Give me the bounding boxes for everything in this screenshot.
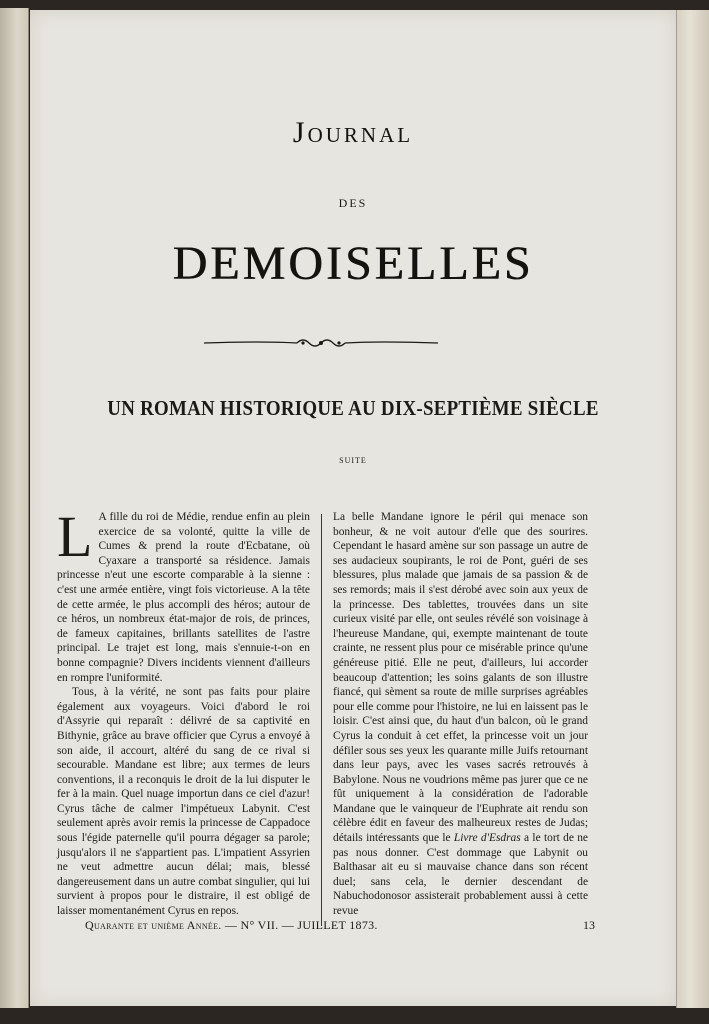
journal-page (30, 10, 676, 1006)
article-headline: UN ROMAN HISTORIQUE AU DIX-SEPTIÈME SIÈCLE (107, 396, 599, 420)
issue-line: Quarante et unième Année. — N° VII. — JUILLET 1873. (85, 918, 378, 932)
page-stack-edge (676, 10, 709, 1008)
ornament-divider (202, 336, 440, 350)
paragraph-text: A fille du roi de Médie, rendue enfin au plein exercice de sa volonté, quitte la ville de Cumes & prend la route d'Ecbatane, où Cyaxare a transporté sa résidence. Jamais princesse n'eut une escorte comparable à la sienne : c'est une armée entière, vingt fois victorieuse. A la tête de cette armée, le plus accompli des héros; autour de ce héros, un nombreux état-major de rois, de princes, de fameux capitaines, brillants satellites de l'astre principal. Le trajet est long, mais s'ennuie-t-on en bonne compagnie? Divers incidents viennent d'ailleurs en rompre l'uniformité. (57, 511, 310, 684)
book-title-italic: Livre d'Esdras (453, 832, 521, 845)
paragraph (57, 504, 310, 685)
right-column (333, 510, 588, 919)
page-number: 13 (583, 918, 595, 932)
column-rule (321, 514, 322, 926)
masthead-des: DES (338, 196, 368, 210)
drop-cap: L (57, 504, 93, 569)
masthead-journal: Journal (292, 116, 414, 149)
paragraph-text: a le tort de ne pas nous donner. C'est dommage que Labynit ou Balthasar ait eu si mauvaise chance dans son récent duel; sans cela, le dernier descendant de Nabuchodonosor assisterait probablement aussi à cette revue (333, 832, 588, 918)
page-footer (85, 918, 595, 933)
paragraph: Tous, à la vérité, ne sont pas faits pour plaire également aux voyageurs. Voici d'abord le roi d'Assyrie qui reparaît : délivré de sa captivité en Bithynie, grâce au brave officier que Cyrus a envoyé à son aide, il accourt, altéré du sang de ce rival si secourable. Mandane est libre; aux termes de leurs conventions, il a reconquis le droit de la lui disputer le fer à la main. Quel nuage importun dans ce ciel d'azur! Cyrus tâche de calmer l'impétueux Labynit. C'est seulement après avoir remis la princesse de Cappadoce sous l'égide paternelle qu'il pourra dégager sa parole; jusqu'alors il ne s'appartient pas. L'impatient Assyrien ne veut admettre aucun délai; mais, blessé dangereusement dans un autre combat singulier, qui lui survient à propos pour le distraire, il est obligé de laisser momentanément Cyrus en repos. (57, 686, 310, 918)
adjacent-page-edge (0, 8, 29, 1008)
left-column (57, 504, 310, 919)
masthead-demoiselles: DEMOISELLES (172, 237, 534, 290)
paragraph-text: La belle Mandane ignore le péril qui menace son bonheur, & ne voit autour d'elle que des sourires. Cependant le hasard amène sur son passage un autre de ses audacieux soupirants, le roi de Pont, guéri de ses blessures, plus malade que jamais de sa passion & de ses remords; mais il s'est dérobé avec soin aux yeux de la princesse. Des tablettes, trouvées dans un site curieux visité par elle, ont seules révélé son voisinage à l'heureuse Mandane, qui, exempte maintenant de toute crainte, ne ressent plus pour ce misérable prince qu'une généreuse pitié. Elle ne peut, d'ailleurs, lui accorder beaucoup d'attention; les soins galants de son illustre fiancé, qui sèment sa route de mille surprises agréables pour elle comme pour l'histoire, ne lui en laissent pas le loisir. C'est ainsi que, du haut d'un balcon, où le grand Cyrus la conduit à cet effet, la princesse voit un jour défiler sous ses yeux les quarante mille Juifs retournant dans leur pays, avec les vases sacrés retrouvés à Babylone. Nous ne voudrions même pas jurer que ce ne fût uniquement à la considération de l'adorable Mandane que le vainqueur de l'Euphrate ait rendu son célèbre édit en faveur des malheureux restes de Judas; détails intéressants que le (333, 511, 588, 845)
article-suite-label: SUITE (339, 456, 367, 465)
paragraph (333, 510, 588, 919)
